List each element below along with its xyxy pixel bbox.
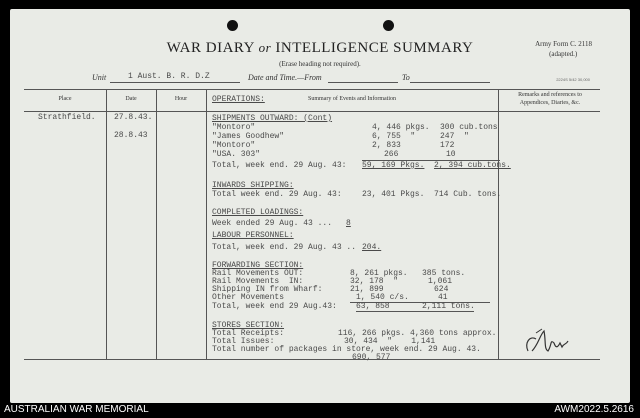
forwarding-label: Shipping IN from Wharf:: [212, 285, 323, 294]
ship-tons: 172: [440, 141, 455, 150]
outward-total-tons: 2, 394 cub.tons.: [434, 161, 511, 170]
diary-sheet: [10, 9, 630, 403]
handwritten-signature: [522, 321, 572, 361]
forwarding-label: Other Movements: [212, 293, 285, 302]
unit-underline: [110, 82, 240, 83]
date-time-label: Date and Time.—From: [248, 73, 322, 82]
column-divider: [498, 89, 499, 359]
table-header-rule: [24, 111, 600, 112]
header-remarks: Remarks and references to Appendices, Diaries, &c.: [518, 92, 582, 106]
completed-loadings-heading: COMPLETED LOADINGS:: [212, 208, 304, 217]
title-main: WAR DIARY: [166, 40, 255, 56]
completed-loadings-value: 8: [346, 219, 351, 228]
punch-hole: [227, 20, 238, 31]
forwarding-tons: 385 tons.: [422, 269, 466, 278]
entry-date-2: 28.8.43: [114, 131, 148, 140]
to-underline: [410, 82, 490, 83]
form-adapted: (adapted.): [549, 50, 578, 58]
unit-label: Unit: [92, 73, 107, 82]
ship-name: "Montoro": [212, 141, 256, 150]
print-stamp: 2224S 5/42 30,000: [556, 77, 590, 82]
labour-personnel-line: Total, week end. 29 Aug. 43 ..: [212, 243, 357, 252]
stores-issues-label: Total Issues:: [212, 337, 275, 346]
ship-qty: 4, 446 pkgs.: [372, 123, 430, 132]
labour-personnel-heading: LABOUR PERSONNEL:: [212, 231, 294, 240]
ship-name: "James Goodhew": [212, 132, 285, 141]
column-divider: [156, 89, 157, 359]
date-underline: [328, 82, 398, 83]
stores-receipts-label: Total Receipts:: [212, 329, 285, 338]
stores-issues-value: 30, 434 " 1,141: [344, 337, 436, 346]
column-divider: [106, 89, 107, 359]
labour-personnel-value: 204.: [362, 243, 382, 252]
forwarding-section-heading: FORWARDING SECTION:: [212, 261, 304, 270]
inwards-total-label: Total week end. 29 Aug. 43:: [212, 190, 342, 199]
column-divider: [206, 89, 207, 359]
header-summary: Summary of Events and Information: [308, 96, 396, 102]
forwarding-tons: 624: [434, 285, 449, 294]
title-or: or: [258, 40, 272, 55]
punch-hole: [383, 20, 394, 31]
stores-receipts-value: 116, 266 pkgs. 4,360 tons approx.: [338, 329, 497, 338]
forwarding-tons: 41: [438, 293, 448, 302]
ship-tons: 300 cub.tons: [440, 123, 498, 132]
outward-total-pkgs: 59, 169 Pkgs.: [362, 161, 425, 170]
forwarding-pkgs: 1, 540 c/s.: [356, 293, 409, 302]
inwards-shipping-heading: INWARDS SHIPPING:: [212, 181, 294, 190]
footer-accession-number: AWM2022.5.2616: [554, 404, 634, 415]
ship-name: "USA. 303": [212, 150, 261, 159]
header-place: Place: [58, 96, 72, 102]
form-number-block: [535, 39, 592, 59]
forwarding-total-tons: 2,111 tons.: [422, 302, 475, 311]
forwarding-label: Rail Movements OUT:: [212, 269, 304, 278]
ship-qty: 6, 755 ": [372, 132, 416, 141]
forwarding-label: Rail Movements IN:: [212, 277, 304, 286]
form-subtitle: (Erase heading not required).: [279, 60, 361, 68]
header-hour: Hour: [174, 96, 188, 102]
ship-tons: 10: [446, 150, 456, 159]
table-bottom-rule: [24, 359, 600, 360]
forwarding-pkgs: 32, 178 ": [350, 277, 399, 286]
entry-place: Strathfield.: [38, 113, 96, 122]
stores-in-store-value: 690, 577: [352, 353, 391, 362]
ship-tons: 247 ": [440, 132, 469, 141]
forwarding-total-label: Total, week end 29 Aug.43:: [212, 302, 337, 311]
entry-date-1: 27.8.43.: [114, 113, 153, 122]
footer-credit: AUSTRALIAN WAR MEMORIAL: [4, 404, 149, 415]
stores-section-heading: STORES SECTION:: [212, 321, 285, 330]
to-label: To: [402, 73, 410, 82]
stores-in-store-line: Total number of packages in store, week end. 29 Aug. 43.: [212, 345, 481, 354]
ship-qty: 266: [384, 150, 399, 159]
operations-heading: OPERATIONS:: [212, 95, 265, 104]
outward-total-label: Total, week end. 29 Aug. 43:: [212, 161, 347, 170]
title-rest: INTELLIGENCE SUMMARY: [275, 40, 474, 56]
forwarding-tons: 1,061: [428, 277, 453, 286]
header-date: Date: [125, 96, 137, 102]
forwarding-pkgs: 21, 899: [350, 285, 384, 294]
forwarding-pkgs: 8, 261 pkgs.: [350, 269, 408, 278]
table-top-rule: [24, 89, 600, 90]
form-number: Army Form C. 2118: [535, 40, 592, 48]
ship-name: "Montoro": [212, 123, 256, 132]
forwarding-total-pkgs: 63, 858: [356, 302, 390, 311]
completed-loadings-line: Week ended 29 Aug. 43 ...: [212, 219, 333, 228]
unit-value: 1 Aust. B. R. D.Z: [128, 72, 210, 81]
forwarding-double-rule: [356, 311, 474, 312]
inwards-total-value: 23, 401 Pkgs. 714 Cub. tons.: [362, 190, 502, 199]
shipments-outward-heading: SHIPMENTS OUTWARD: (Cont): [212, 114, 333, 123]
ship-qty: 2, 833: [372, 141, 401, 150]
